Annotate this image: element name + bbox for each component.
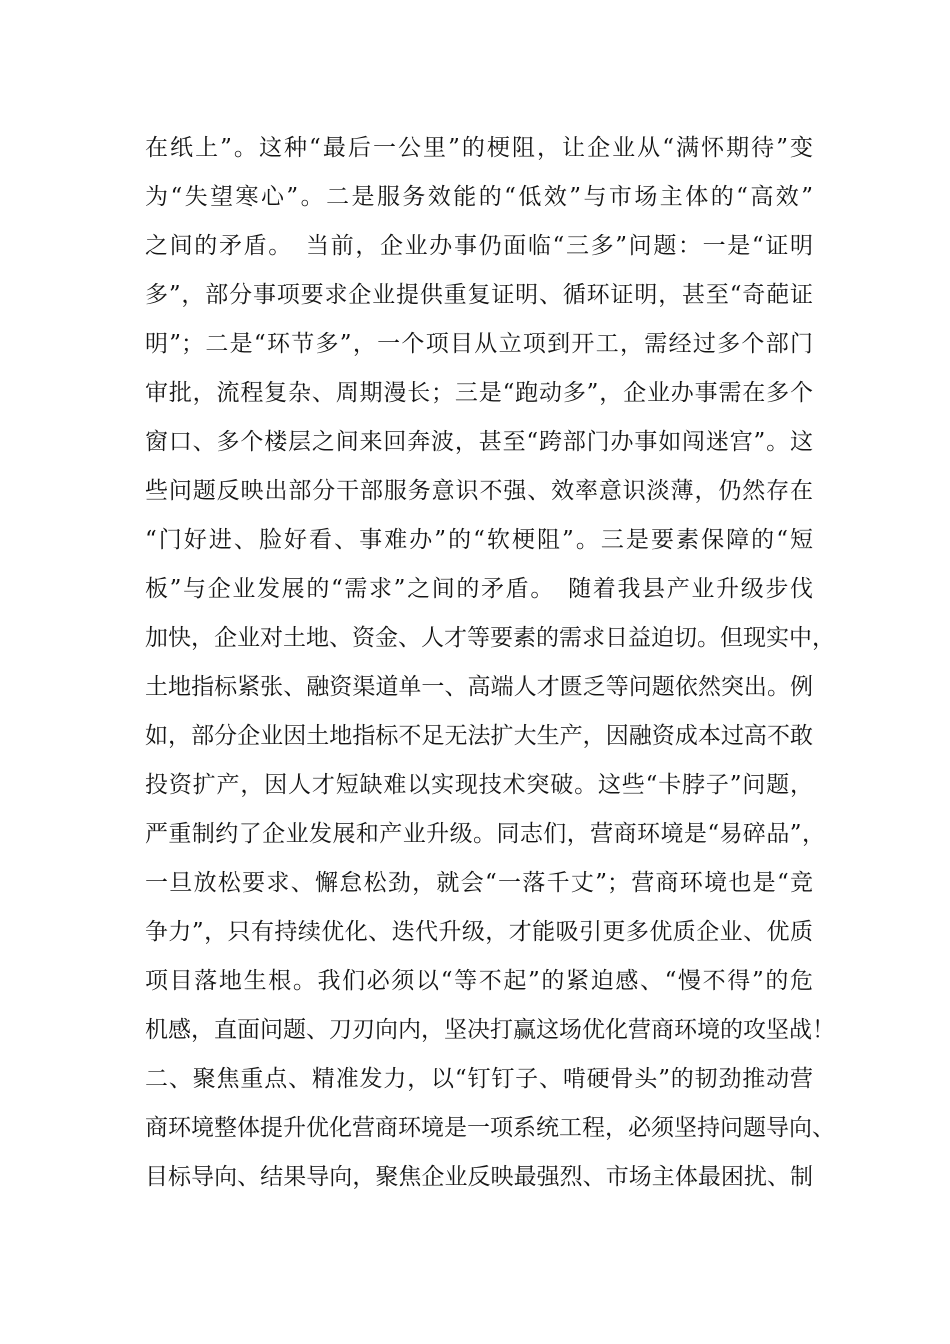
text-line: 如，部分企业因土地指标不足无法扩大生产，因融资成本过高不敢 bbox=[145, 723, 813, 749]
text-line: 为“失望寒心”。二是服务效能的“低效”与市场主体的“高效” bbox=[145, 184, 813, 210]
text-line: 明”；二是“环节多”，一个项目从立项到开工，需经过多个部门 bbox=[145, 331, 813, 357]
text-line: 项目落地生根。我们必须以“等不起”的紧迫感、“慢不得”的危 bbox=[145, 968, 813, 994]
text-line: 目标导向、结果导向，聚焦企业反映最强烈、市场主体最困扰、制 bbox=[145, 1164, 813, 1190]
text-line: 严重制约了企业发展和产业升级。同志们，营商环境是“易碎品”， bbox=[145, 821, 825, 847]
text-line: 板”与企业发展的“需求”之间的矛盾。 随着我县产业升级步伐 bbox=[145, 576, 813, 602]
text-line: 商环境整体提升优化营商环境是一项系统工程，必须坚持问题导向、 bbox=[145, 1115, 835, 1141]
text-line: 之间的矛盾。 当前，企业办事仍面临“三多”问题：一是“证明 bbox=[145, 233, 813, 259]
text-line: 争力”，只有持续优化、迭代升级，才能吸引更多优质企业、优质 bbox=[145, 919, 813, 945]
text-line: 投资扩产，因人才短缺难以实现技术突破。这些“卡脖子”问题， bbox=[145, 772, 813, 798]
text-line: 窗口、多个楼层之间来回奔波，甚至“跨部门办事如闯迷宫”。这 bbox=[145, 429, 813, 455]
text-line: 一旦放松要求、懈怠松劲，就会“一落千丈”；营商环境也是“竞 bbox=[145, 870, 813, 896]
text-line: 二、聚焦重点、精准发力，以“钉钉子、啃硬骨头”的韧劲推动营 bbox=[145, 1066, 813, 1092]
text-line: 在纸上”。这种“最后一公里”的梗阻，让企业从“满怀期待”变 bbox=[145, 135, 813, 161]
text-line: 些问题反映出部分干部服务意识不强、效率意识淡薄，仍然存在 bbox=[145, 478, 813, 504]
text-line: 机感，直面问题、刀刃向内，坚决打赢这场优化营商环境的攻坚战！ bbox=[145, 1017, 835, 1043]
text-line: 土地指标紧张、融资渠道单一、高端人才匮乏等问题依然突出。例 bbox=[145, 674, 813, 700]
text-line: “门好进、脸好看、事难办”的“软梗阻”。三是要素保障的“短 bbox=[145, 527, 813, 553]
text-line: 多”，部分事项要求企业提供重复证明、循环证明，甚至“奇葩证 bbox=[145, 282, 813, 308]
text-line: 加快，企业对土地、资金、人才等要素的需求日益迫切。但现实中， bbox=[145, 625, 835, 651]
text-line: 审批，流程复杂、周期漫长；三是“跑动多”，企业办事需在多个 bbox=[145, 380, 813, 406]
